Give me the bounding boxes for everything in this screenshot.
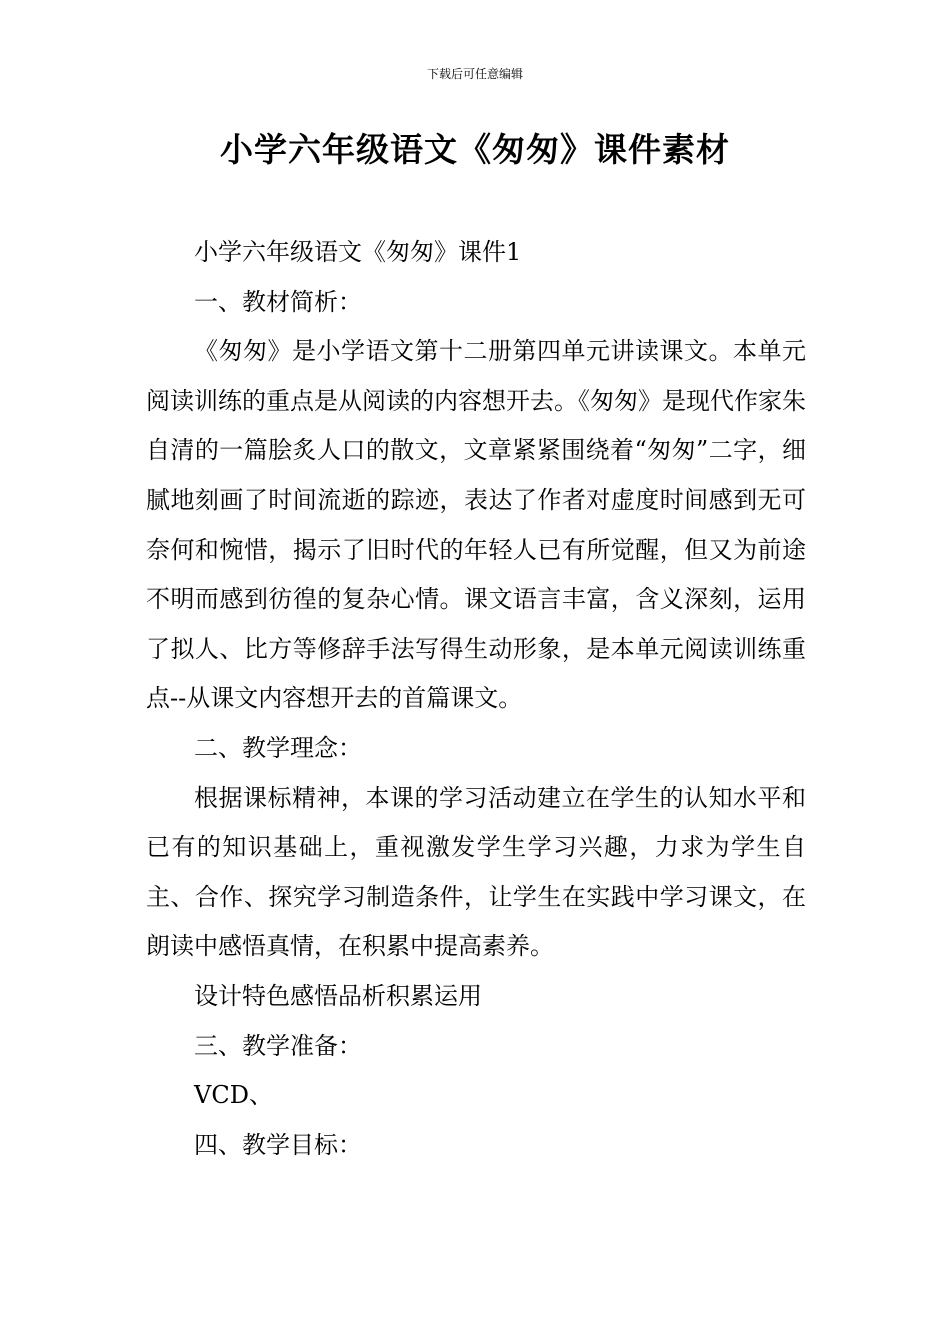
document-body (146, 228, 806, 1170)
document-subtitle: 小学六年级语文《匆匆》课件1 (194, 238, 522, 266)
header-note: 下载后可任意编辑 (426, 67, 523, 81)
section-heading-1: 一、教材简析： (194, 287, 362, 316)
section-paragraph-1: 《匆匆》是小学语文第十二册第四单元讲读课文。本单元阅读训练的重点是从阅读的内容想开去。《匆匆》是现代作家朱自清的一篇脍炙人口的散文，文章紧紧围绕着“匆匆”二字，细腻地刻画了时间流逝的踪迹，表达了作者对虚度时间感到无可奈何和惋惜，揭示了旧时代的年轻人已有所觉醒，但又为前途不明而感到彷徨的复杂心情。课文语言丰富，含义深刻，运用了拟人、比方等修辞手法写得生动形象，是本单元阅读训练重点--从课文内容想开去的首篇课文。 (146, 337, 806, 713)
design-feature: 设计特色感悟品析积累运用 (194, 981, 482, 1010)
section-content-3: VCD、 (194, 1081, 273, 1110)
section-heading-3: 三、教学准备： (194, 1031, 362, 1060)
document-title: 小学六年级语文《匆匆》课件素材 (220, 130, 730, 169)
section-heading-4: 四、教学目标： (194, 1130, 362, 1159)
section-paragraph-2: 根据课标精神，本课的学习活动建立在学生的认知水平和已有的知识基础上，重视激发学生学习兴趣，力求为学生自主、合作、探究学习制造条件，让学生在实践中学习课文，在朗读中感悟真情，在积累中提高素养。 (146, 783, 806, 961)
section-heading-2: 二、教学理念： (194, 733, 362, 762)
